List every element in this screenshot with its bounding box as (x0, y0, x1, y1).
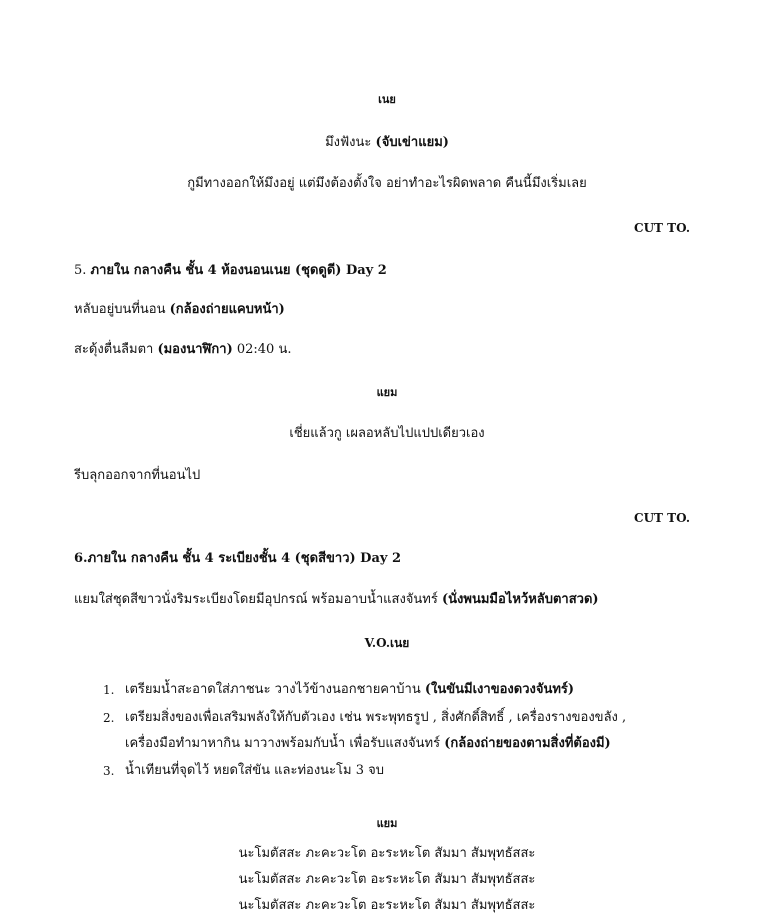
chant-line: นะโมตัสสะ ภะคะวะโต อะระหะโต สัมมา สัมพุทธัสสะ (238, 898, 536, 913)
chant-line: นะโมตัสสะ ภะคะวะโต อะระหะโต สัมมา สัมพุทธัสสะ (238, 872, 536, 887)
action-line (74, 591, 599, 609)
scene-heading-5 (74, 262, 387, 280)
character-name-vo-noey: V.O.เนย (364, 636, 410, 650)
character-name-yam: แยม (376, 386, 398, 399)
list-number: 2. (103, 711, 115, 725)
character-name-noey: เนย (378, 93, 396, 106)
list-number: 1. (103, 683, 115, 697)
camera-direction: (มองนาฬิกา) (157, 342, 233, 357)
action-line (74, 301, 285, 319)
scene-heading-text: ภายใน กลางคืน ชั้น 4 ห้องนอนเนย (ชุดดูดี) Day 2 (90, 263, 387, 278)
time-text: 02:40 น. (232, 342, 292, 357)
action-text: สะดุ้งตื่นลืมตา (74, 342, 158, 357)
action-text: แยมใส่ชุดสีขาวนั่งริมระเบียงโดยมีอุปกรณ์ พร้อมอาบน้ำแสงจันทร์ (74, 592, 442, 607)
dialogue-line: กูมีทางออกให้มึงอยู่ แต่มึงต้องตั้งใจ อย่าทำอะไรผิดพลาด คืนนี้มึงเริ่มเลย (187, 176, 587, 191)
scene-number: 5. (74, 263, 91, 278)
list-item-continuation (125, 735, 611, 753)
action-text: หลับอยู่บนที่นอน (74, 302, 170, 317)
list-item-text: เตรียมน้ำสะอาดใส่ภาชนะ วางไว้ข้างนอกชายคาบ้าน (125, 682, 425, 697)
camera-direction: (ในขันมีเงาของดวงจันทร์) (424, 682, 575, 697)
transition-cut-to: CUT TO. (634, 221, 690, 235)
list-item (125, 681, 574, 699)
scene-heading-6: 6.ภายใน กลางคืน ชั้น 4 ระเบียงชั้น 4 (ชุดสีขาว) Day 2 (74, 551, 401, 566)
list-item: น้ำเทียนที่จุดไว้ หยดใส่ขัน และท่องนะโม 3 จบ (125, 763, 384, 778)
action-line: รีบลุกออกจากที่นอนไป (74, 468, 201, 483)
dialogue-line: เชี่ยแล้วกู เผลอหลับไปแปปเดียวเอง (289, 426, 485, 441)
camera-direction: (กล้องถ่ายของตามสิ่งที่ต้องมี) (444, 736, 611, 751)
parenthetical-action: (จับเข่าแยม) (375, 135, 449, 150)
list-item: เตรียมสิ่งของเพื่อเสริมพลังให้กับตัวเอง เช่น พระพุทธรูป , สิ่งศักดิ์สิทธิ์ , เครื่องรางของขลัง , (125, 710, 627, 725)
list-number: 3. (103, 764, 115, 778)
list-item-text: เครื่องมือทำมาหากิน มาวางพร้อมกับน้ำ เพื่อรับแสงจันทร์ (125, 736, 445, 751)
chant-line: นะโมตัสสะ ภะคะวะโต อะระหะโต สัมมา สัมพุทธัสสะ (238, 846, 536, 861)
camera-direction: (กล้องถ่ายแคบหน้า) (169, 302, 285, 317)
camera-direction: (นั่งพนมมือไหว้หลับตาสวด) (442, 592, 599, 607)
dialogue-line (0, 134, 774, 152)
dialogue-text: มึงฟังนะ (325, 135, 376, 150)
character-name-yam: แยม (376, 817, 398, 830)
action-line (74, 341, 291, 359)
transition-cut-to: CUT TO. (634, 511, 690, 525)
